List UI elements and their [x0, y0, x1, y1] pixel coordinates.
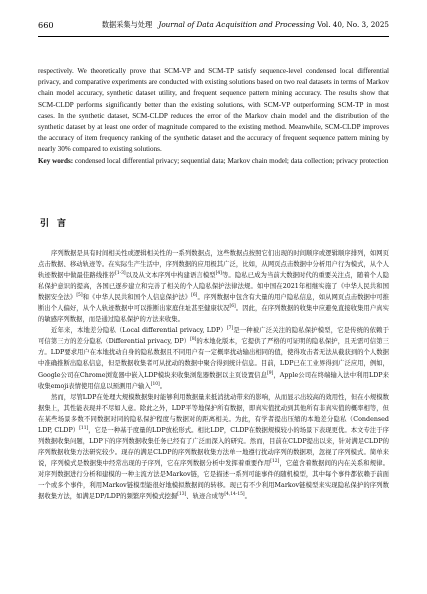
text-span: 。序列数据中包含有大量的用户隐私信息，如从网页点击数据中可推断出个人偏好，从个人轨迹数据中可以推断出家庭住址甚至健康状况 — [38, 294, 389, 313]
text-span: ，它蕴含着数据间的内在关系和规律。对序列数据进行分析和建模的一种主流方法是Markov链，它是描述一系列可能事件的随机模型，其中每个事件都依赖于前面一个或多个事件，利用Markov链模型能很好地模拟数据间的转移。现已有不少利用Markov链模型来实现隐私保护的序列数据收集方法，如满足DP/LDP的频繁序列模式挖掘 — [38, 459, 389, 501]
text-span: ，它是一种基于度量的LDP放松形式。相比LDP，CLDP在数据规模较小的场景下表现更优。本文专注于序列数据收集问题，LDP下的序列数据收集任务已经有了广泛而深入的研究。然而，目前在CLDP提出以来，针对满足CLDP的序列数据收集方法研究较少。现存的满足CLDP的序列数据收集方法单一地遵行扰动序列的数据项，忽视了序列模式。简单来说，序列模式是数据集中经常出现的子序列，它在序列数据分析中发挥着重要作用 — [38, 426, 389, 467]
running-header — [38, 20, 389, 33]
citation[interactable]: [6] — [229, 304, 236, 310]
citation[interactable]: [9] — [267, 370, 274, 376]
keywords-line — [38, 156, 389, 167]
introduction-body — [38, 248, 389, 502]
citation[interactable]: [11] — [79, 425, 89, 431]
page-number: 660 — [38, 20, 54, 30]
citation[interactable]: [12] — [270, 458, 280, 464]
citation[interactable]: [4,14-15] — [224, 491, 245, 497]
journal-title-en: Journal of Data Acquisition and Processing — [158, 20, 315, 29]
journal-info — [102, 20, 389, 30]
citation[interactable]: [4] — [215, 270, 222, 276]
text-span: 。 — [244, 493, 251, 501]
text-span: 以及从文本序列中构建语言模型 — [125, 272, 216, 280]
text-span: 然而，尽管LDP在处理大规模数据集时能够利用数据量来抵消扰动带来的影响，从而显示出较高的效用性，但在小规模数据集上，其性能表现并不尽如人意。除此之外，LDP平等地保护所有数据，即真实值扰动到其他所有非真实值的概率相等，但在某些场景多数不同数据对同的隐私保护程度与数据对的距离相关。为此，有学者提出压缩的本地差分隐私（Condensed LDP, CLDP） — [38, 393, 389, 434]
keywords-text: condensed local differential privacy; sequential data; Markov chain model; data collection; privacy protection — [74, 156, 389, 165]
volume-issue: Vol. 40, No. 3, 2025 — [317, 20, 389, 29]
text-span: 等。隐私已成为当前大数据时代的重要关注点，随着个人隐私保护意识的提高，各国已逐步建立和完善了相关的个人隐私保护法律法规。如中国在2021年相继实施了《中华人民共和国数据安全法》 — [38, 272, 389, 302]
text-span: 是一种被广泛关注的隐私保护模型，它是传统的依赖于可信第三方的差分隐私（Differential privacy, DP） — [38, 327, 389, 346]
paragraph-1 — [38, 248, 389, 325]
citation[interactable]: [1-3] — [115, 270, 126, 276]
abstract-text: respectively. We theoretically prove that SCM-VP and SCM-TP satisfy sequence-level condensed local differential privacy, and comparative experiments are conducted with existing solutions based on two real datasets in terms of Markov chain model accuracy, synthetic dataset utility, and frequent sequence pattern mining accuracy. The results show that SCM-CLDP performs significantly better than the existing solutions, with SCM-VP outperforming SCM-TP in most cases. In the synthetic dataset, SCM-CLDP reduces the error of the Markov chain model and the distribution of the synthetic dataset by at least one order of magnitude compared to the existing method. Meanwhile, SCM-CLDP improves the accuracy of item frequency ranking of the synthetic dataset and the accuracy of frequent sequence pattern mining by nearly 30% compared to existing solutions. — [38, 67, 389, 154]
citation[interactable]: [10] — [150, 381, 160, 387]
citation[interactable]: [8] — [190, 337, 197, 343]
citation[interactable]: [5] — [76, 293, 83, 299]
paragraph-2 — [38, 325, 389, 391]
keywords-label: Key words: — [38, 156, 74, 165]
text-span: 、轨迹合成等 — [186, 493, 225, 501]
text-span: 序列数据是具有时间相关性或逻辑相关性的一系列数据点，这些数据点按照它们出现的时间顺序或逻辑顺序排列，如网页点击数据、移动轨迹等。在实际生产生活中，序列数据的应用极其广泛，比如，从网页点击数据中分析用户行为模式，从个人轨迹数据中做最佳路线推荐 — [38, 250, 389, 280]
text-span: 的本地化版本，它提供了严格的可证明的隐私保护，且无需可信第三方。LDP要求用户在本地扰动自身的隐私数据且不同用户有一定概率扰动输出相同的值，使得攻击者无法从截获到的个人数据中准确推断出隐私信息，但是数据收集者可从扰动的数据中聚合得到统计信息。目前，LDP已在工业界得到广泛应用，例如，Google公司在Chrome浏览器中嵌入LDP模块来收集浏览器数据以主页设置信息 — [38, 338, 389, 379]
section-heading-introduction: 引言 — [40, 219, 75, 229]
citation[interactable]: [6] — [191, 293, 198, 299]
text-span: 。因此，在序列数据的收集中应避免直接收集用户真实的敏感序列数据，而是通过隐私保护的方法来收集。 — [38, 305, 389, 324]
text-span: 。 — [159, 382, 167, 390]
text-span: 和《中华人民共和国个人信息保护法》 — [82, 294, 192, 302]
journal-title-cn: 数据采集与处理 — [101, 20, 153, 29]
citation[interactable]: [7] — [226, 326, 234, 332]
text-span: ，Apple公司在终端输入法中利用LDP来收集emoji表情使用信息以预测用户输入 — [38, 371, 389, 390]
paragraph-3 — [38, 392, 389, 502]
english-abstract — [38, 66, 389, 167]
text-span: 近年来，本地差分隐私（Local differential privacy, LDP） — [51, 327, 227, 335]
header-rule — [38, 36, 389, 37]
citation[interactable]: [13] — [177, 491, 187, 497]
